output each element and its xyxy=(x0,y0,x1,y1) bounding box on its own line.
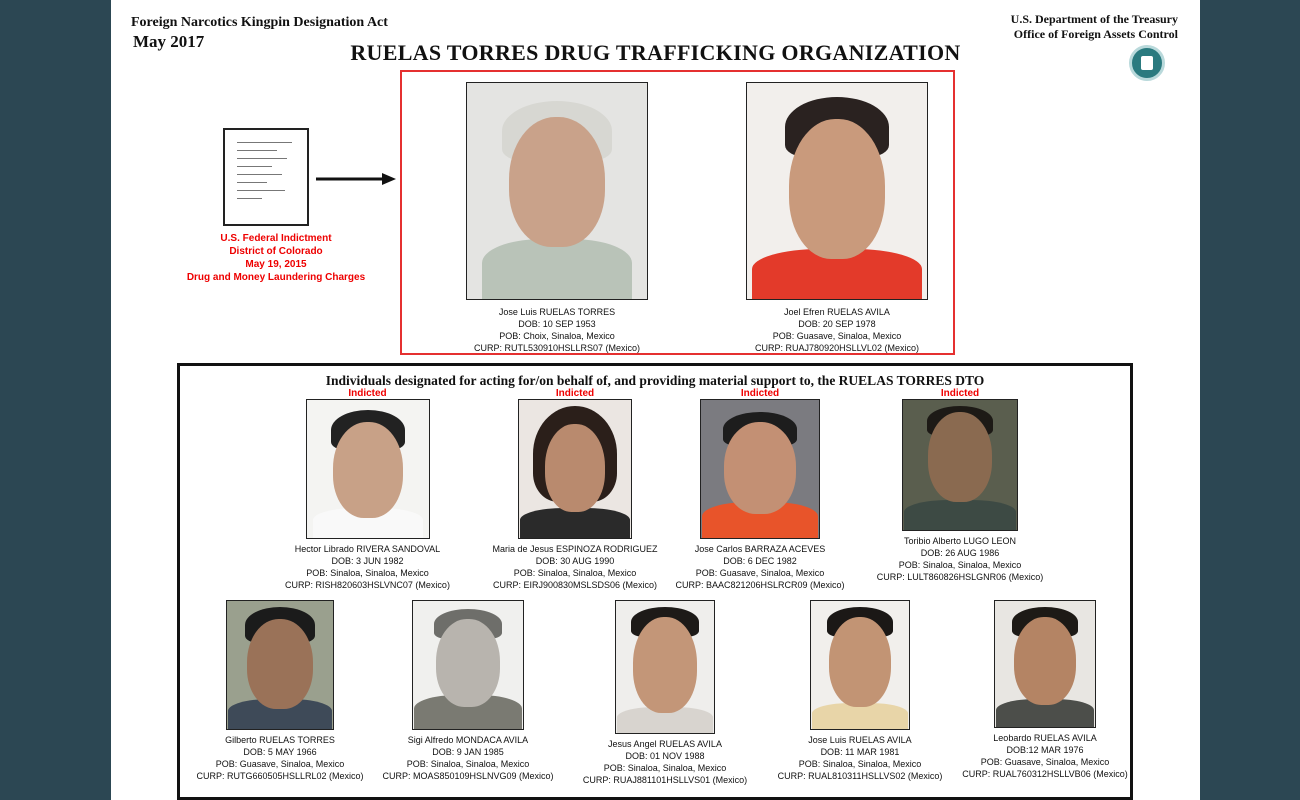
document-sheet xyxy=(111,0,1200,800)
designee-photo xyxy=(700,399,820,539)
act-title: Foreign Narcotics Kingpin Designation Act xyxy=(131,15,388,30)
designee-pob: POB: Sinaloa, Sinaloa, Mexico xyxy=(406,759,530,769)
designee-name: Gilberto RUELAS TORRES xyxy=(225,735,335,745)
designee-pob: POB: Guasave, Sinaloa, Mexico xyxy=(215,759,345,769)
designee-pob: POB: Guasave, Sinaloa, Mexico xyxy=(695,568,825,578)
designees-heading: Individuals designated for acting for/on behalf of, and providing material support to, the RUELAS TORRES DTO xyxy=(325,373,985,388)
leader-curp: CURP: RUTL530910HSLLRS07 (Mexico) xyxy=(473,343,641,353)
designee-curp: CURP: BAAC821206HSLRCR09 (Mexico) xyxy=(675,580,845,590)
designee-card xyxy=(465,388,685,591)
designee-pob: POB: Sinaloa, Sinaloa, Mexico xyxy=(603,763,727,773)
designee-card xyxy=(180,600,380,782)
leader-dob: DOB: 10 SEP 1953 xyxy=(518,319,596,329)
designation-date: May 2017 xyxy=(133,32,205,51)
designee-photo xyxy=(994,600,1096,728)
indictment-line: Drug and Money Laundering Charges xyxy=(186,272,366,283)
designee-photo xyxy=(306,399,430,539)
indictment-document-icon xyxy=(223,128,309,226)
leader-name: Jose Luis RUELAS TORRES xyxy=(498,307,616,317)
designee-card xyxy=(270,388,465,591)
designee-card xyxy=(860,388,1060,583)
leader-dob: DOB: 20 SEP 1978 xyxy=(798,319,876,329)
arrow-right-icon xyxy=(316,172,396,186)
designee-curp: CURP: RUAJ881101HSLLVS01 (Mexico) xyxy=(582,775,748,785)
leader-curp: CURP: RUAJ780920HSLLVL02 (Mexico) xyxy=(755,343,919,353)
designee-dob: DOB: 01 NOV 1988 xyxy=(625,751,705,761)
designee-card xyxy=(368,600,568,782)
indicted-label: Indicted xyxy=(740,388,780,399)
leader-card xyxy=(457,82,657,354)
designee-curp: CURP: MOAS850109HSLNVG09 (Mexico) xyxy=(382,771,554,781)
leader-card xyxy=(737,82,937,354)
page-title: RUELAS TORRES DRUG TRAFFICKING ORGANIZATION xyxy=(350,40,961,65)
office-name: Office of Foreign Assets Control xyxy=(1013,27,1178,41)
designee-name: Hector Librado RIVERA SANDOVAL xyxy=(294,544,441,554)
indictment-line: U.S. Federal Indictment xyxy=(220,233,332,244)
designee-dob: DOB: 5 MAY 1966 xyxy=(243,747,317,757)
indicted-label: Indicted xyxy=(555,388,595,399)
leader-name: Joel Efren RUELAS AVILA xyxy=(784,307,890,317)
designee-curp: CURP: RUAL810311HSLLVS02 (Mexico) xyxy=(777,771,943,781)
designee-photo xyxy=(902,399,1018,531)
designee-pob: POB: Guasave, Sinaloa, Mexico xyxy=(980,757,1110,767)
designee-name: Maria de Jesus ESPINOZA RODRIGUEZ xyxy=(492,544,658,554)
indicted-label: Indicted xyxy=(940,388,980,399)
designee-card xyxy=(565,600,765,786)
designee-photo xyxy=(226,600,334,730)
designee-curp: CURP: RISH820603HSLVNC07 (Mexico) xyxy=(285,580,450,590)
designee-card xyxy=(950,600,1140,780)
indictment-line: May 19, 2015 xyxy=(245,259,307,270)
designee-photo xyxy=(810,600,910,730)
designee-photo xyxy=(412,600,524,730)
designee-card xyxy=(760,600,960,782)
department-name: U.S. Department of the Treasury xyxy=(1010,12,1178,26)
designee-dob: DOB: 3 JUN 1982 xyxy=(331,556,404,566)
designee-curp: CURP: RUAL760312HSLLVB06 (Mexico) xyxy=(962,769,1128,779)
designee-name: Sigi Alfredo MONDACA AVILA xyxy=(407,735,529,745)
designee-curp: CURP: RUTG660505HSLLRL02 (Mexico) xyxy=(196,771,364,781)
leader-photo xyxy=(746,82,928,300)
designee-dob: DOB: 26 AUG 1986 xyxy=(920,548,1000,558)
designee-name: Toribio Alberto LUGO LEON xyxy=(903,536,1017,546)
designee-pob: POB: Sinaloa, Sinaloa, Mexico xyxy=(513,568,637,578)
designee-card xyxy=(660,388,860,591)
treasury-seal-icon xyxy=(1129,45,1165,81)
designee-pob: POB: Sinaloa, Sinaloa, Mexico xyxy=(898,560,1022,570)
leader-pob: POB: Guasave, Sinaloa, Mexico xyxy=(772,331,902,341)
designee-name: Jose Luis RUELAS AVILA xyxy=(808,735,912,745)
designee-dob: DOB: 30 AUG 1990 xyxy=(535,556,615,566)
designee-dob: DOB:12 MAR 1976 xyxy=(1006,745,1084,755)
designee-curp: CURP: LULT860826HSLGNR06 (Mexico) xyxy=(876,572,1044,582)
designee-curp: CURP: EIRJ900830MSLSDS06 (Mexico) xyxy=(492,580,658,590)
leader-pob: POB: Choix, Sinaloa, Mexico xyxy=(499,331,615,341)
indicted-label: Indicted xyxy=(348,388,387,399)
designee-dob: DOB: 6 DEC 1982 xyxy=(723,556,797,566)
designee-dob: DOB: 9 JAN 1985 xyxy=(432,747,504,757)
leader-photo xyxy=(466,82,648,300)
designee-name: Jesus Angel RUELAS AVILA xyxy=(608,739,722,749)
designee-photo xyxy=(615,600,715,734)
indictment-note xyxy=(181,232,371,284)
designee-pob: POB: Sinaloa, Sinaloa, Mexico xyxy=(798,759,922,769)
designees-box xyxy=(177,363,1133,800)
designee-photo xyxy=(518,399,632,539)
designee-dob: DOB: 11 MAR 1981 xyxy=(820,747,900,757)
designee-pob: POB: Sinaloa, Sinaloa, Mexico xyxy=(306,568,429,578)
designee-name: Jose Carlos BARRAZA ACEVES xyxy=(694,544,826,554)
indictment-line: District of Colorado xyxy=(229,246,323,257)
designee-name: Leobardo RUELAS AVILA xyxy=(993,733,1097,743)
leaders-box xyxy=(400,70,955,355)
